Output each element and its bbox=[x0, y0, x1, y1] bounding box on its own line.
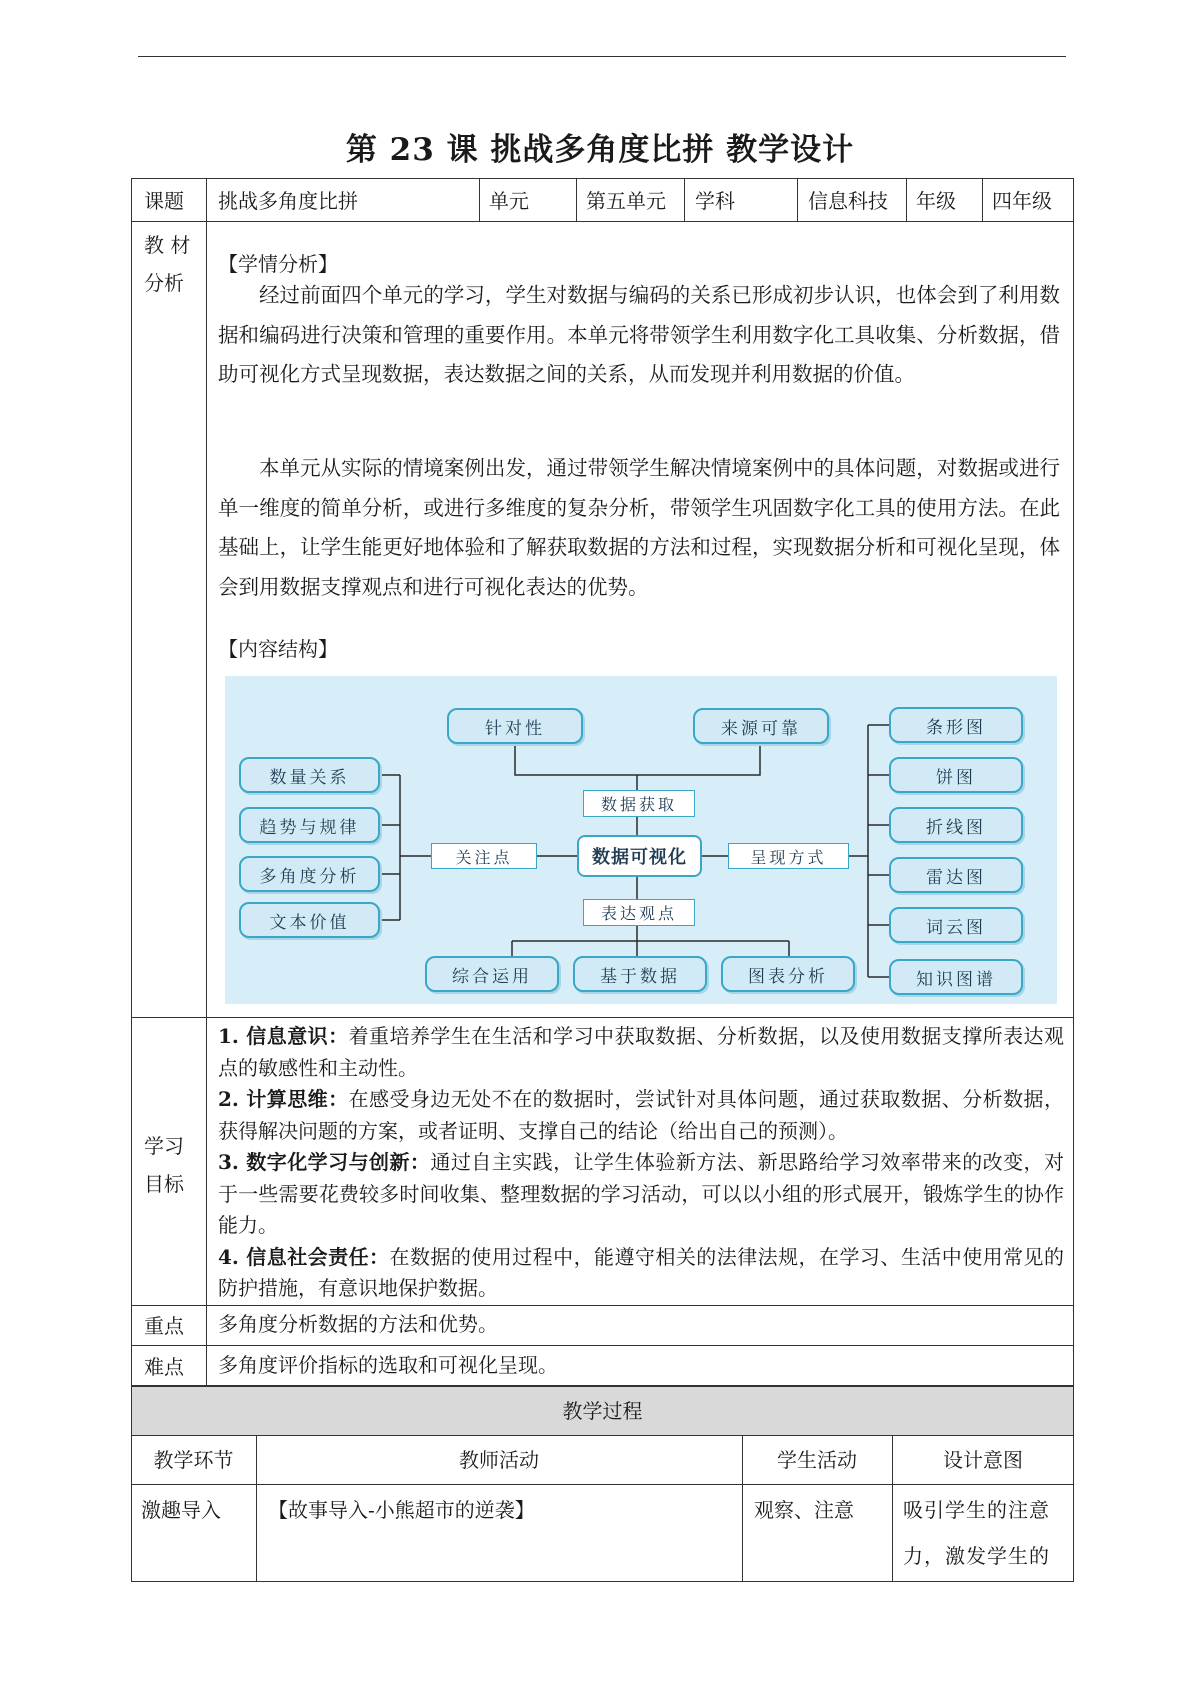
analysis-paragraph-2: 本单元从实际的情境案例出发，通过带领学生解决情境案例中的具体问题，对数据或进行单一维度的简单分析，或进行多维度的复杂分析，带领学生巩固数字化工具的使用方法。在此基础上，让学生能更好地体验和了解获取数据的方法和过程，实现数据分析和可视化呈现，体会到用数据支撑观点和进行可视化表达的优势。 bbox=[218, 456, 1060, 599]
diagram-node-line-chart: 折线图 bbox=[889, 807, 1023, 843]
objective-item: 4. 信息社会责任：在数据的使用过程中，能遵守相关的法律法规，在学习、生活中使用常见的防护措施，有意识地保护数据。 bbox=[218, 1244, 1065, 1300]
process-header-intent: 设计意图 bbox=[943, 1448, 1023, 1472]
process-title: 教学过程 bbox=[562, 1399, 643, 1423]
objectives-label-1: 学习 bbox=[144, 1134, 184, 1158]
grade-label: 年级 bbox=[916, 189, 956, 213]
diagram-node-multi-angle: 多角度分析 bbox=[239, 856, 380, 892]
diagram-node-text-value: 文本价值 bbox=[239, 902, 380, 938]
diagram-label-focus: 关注点 bbox=[431, 843, 537, 869]
topic-label: 课题 bbox=[144, 189, 184, 213]
process-stage-1: 激趣导入 bbox=[141, 1498, 221, 1522]
diagram-node-reliable-source: 来源可靠 bbox=[693, 708, 829, 744]
diagram-label-express: 表达观点 bbox=[583, 899, 695, 926]
content-structure-diagram bbox=[225, 676, 1057, 1004]
process-student-1: 观察、注意 bbox=[754, 1498, 854, 1522]
subject-value: 信息科技 bbox=[808, 189, 888, 213]
difficulty-value: 多角度评价指标的选取和可视化呈现。 bbox=[218, 1353, 558, 1377]
objectives-label-2: 目标 bbox=[144, 1172, 184, 1196]
diagram-node-quantity: 数量关系 bbox=[239, 757, 380, 793]
objectives-list bbox=[218, 1021, 1064, 1305]
subject-label: 学科 bbox=[695, 189, 735, 213]
diagram-node-pie-chart: 饼图 bbox=[889, 757, 1023, 793]
key-point-label: 重点 bbox=[144, 1314, 184, 1338]
diagram-center-node: 数据可视化 bbox=[577, 835, 702, 877]
header-rule bbox=[138, 56, 1066, 57]
page-title: 第 23 课 挑战多角度比拼 教学设计 bbox=[345, 132, 855, 168]
process-intent-1b: 力，激发学生的 bbox=[903, 1544, 1050, 1568]
process-header-teacher: 教师活动 bbox=[459, 1448, 539, 1472]
diagram-node-word-cloud: 词云图 bbox=[889, 907, 1023, 943]
unit-value: 第五单元 bbox=[586, 189, 666, 213]
diagram-node-radar-chart: 雷达图 bbox=[889, 857, 1023, 893]
process-header-student: 学生活动 bbox=[777, 1448, 857, 1472]
diagram-node-trend: 趋势与规律 bbox=[239, 807, 380, 843]
grade-value: 四年级 bbox=[992, 189, 1052, 213]
diagram-node-comprehensive: 综合运用 bbox=[425, 956, 559, 992]
diagram-node-knowledge-graph: 知识图谱 bbox=[889, 959, 1023, 995]
analysis-paragraph-1: 经过前面四个单元的学习，学生对数据与编码的关系已形成初步认识，也体会到了利用数据和编码进行决策和管理的重要作用。本单元将带领学生利用数字化工具收集、分析数据，借助可视化方式呈现数据，表达数据之间的关系，从而发现并利用数据的价值。 bbox=[218, 283, 1060, 386]
key-point-value: 多角度分析数据的方法和优势。 bbox=[218, 1312, 498, 1336]
section-title-structure: 【内容结构】 bbox=[218, 637, 338, 661]
diagram-label-acquisition: 数据获取 bbox=[583, 790, 695, 817]
diagram-label-presentation: 呈现方式 bbox=[728, 843, 849, 869]
diagram-node-chart-analysis: 图表分析 bbox=[721, 956, 855, 992]
section-title-situation: 【学情分析】 bbox=[218, 252, 338, 276]
difficulty-label: 难点 bbox=[144, 1355, 184, 1379]
topic-value: 挑战多角度比拼 bbox=[218, 189, 358, 213]
diagram-node-targeted: 针对性 bbox=[447, 708, 583, 744]
objective-item: 1. 信息意识：着重培养学生在生活和学习中获取数据、分析数据，以及使用数据支撑所表达观点的敏感性和主动性。 bbox=[218, 1024, 1065, 1080]
process-header-stage: 教学环节 bbox=[153, 1448, 234, 1472]
process-intent-1a: 吸引学生的注意 bbox=[903, 1498, 1050, 1522]
analysis-label-1: 教 材 bbox=[144, 233, 191, 257]
process-teacher-1: 【故事导入-小熊超市的逆袭】 bbox=[268, 1498, 535, 1522]
objective-item: 2. 计算思维：在感受身边无处不在的数据时，尝试针对具体问题，通过获取数据、分析数据，获得解决问题的方案，或者证明、支撑自己的结论（给出自己的预测）。 bbox=[218, 1087, 1065, 1143]
analysis-label-2: 分析 bbox=[144, 271, 184, 295]
diagram-node-bar-chart: 条形图 bbox=[889, 707, 1023, 743]
unit-label: 单元 bbox=[489, 189, 529, 213]
diagram-node-data-based: 基于数据 bbox=[573, 956, 707, 992]
objective-item: 3. 数字化学习与创新：通过自主实践，让学生体验新方法、新思路给学习效率带来的改变，对于一些需要花费较多时间收集、整理数据的学习活动，可以以小组的形式展开，锻炼学生的协作能力。 bbox=[218, 1150, 1065, 1237]
